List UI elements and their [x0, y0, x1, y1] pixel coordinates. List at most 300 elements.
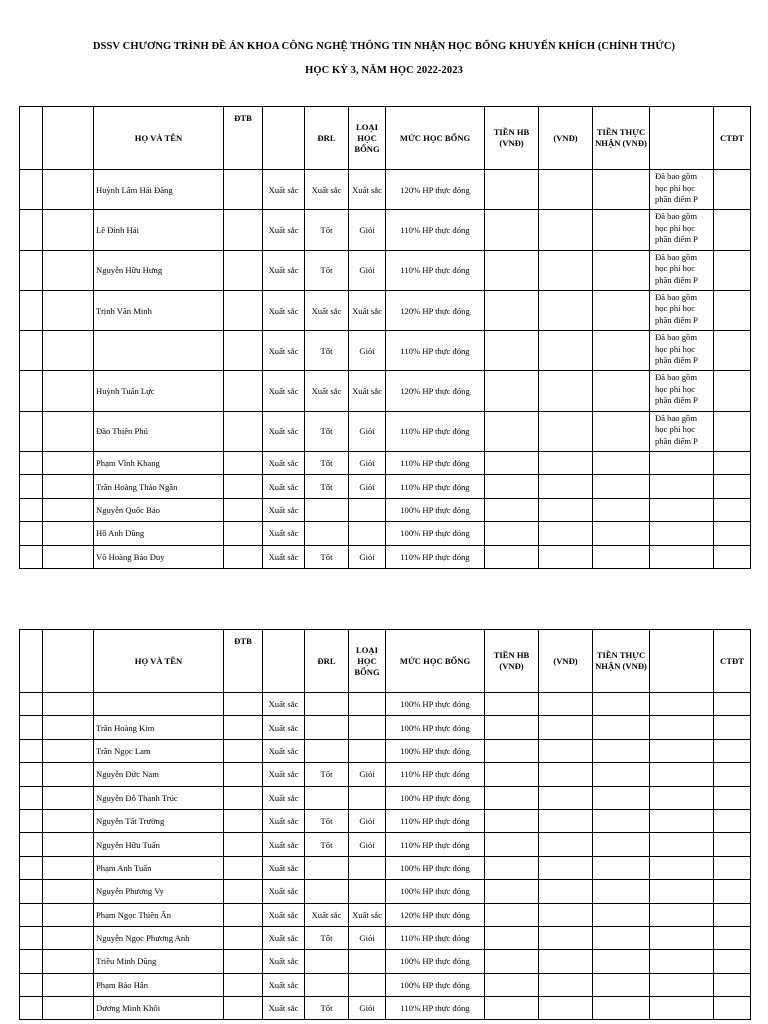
- header-blank-2: [43, 630, 94, 693]
- table-row: [20, 290, 751, 330]
- scholarship-table-2: [19, 629, 751, 1020]
- cell-student-name: Huỳnh Lâm Hải Đăng: [94, 170, 224, 210]
- cell-blank-1: [20, 498, 43, 521]
- cell-note: [650, 903, 714, 926]
- cell-dtb-class: Xuất sắc: [263, 856, 305, 879]
- cell-blank-1: [20, 950, 43, 973]
- cell-note: [650, 833, 714, 856]
- cell-blank-1: [20, 210, 43, 250]
- cell-blank-2: [43, 290, 94, 330]
- cell-tien-hb: [485, 763, 539, 786]
- cell-student-name: Võ Hoàng Bảo Duy: [94, 545, 224, 568]
- cell-vnd: [539, 693, 593, 716]
- cell-blank-2: [43, 763, 94, 786]
- cell-tien-hb: [485, 498, 539, 521]
- cell-tien-thuc-nhan: [593, 973, 650, 996]
- cell-tien-thuc-nhan: [593, 880, 650, 903]
- cell-ctdt: [714, 903, 751, 926]
- cell-vnd: [539, 250, 593, 290]
- header-ctdt: CTĐT: [714, 107, 751, 170]
- cell-drl: [305, 693, 349, 716]
- cell-ctdt: [714, 411, 751, 451]
- cell-note: [650, 856, 714, 879]
- cell-loai-hoc-bong: Giỏi: [349, 452, 386, 475]
- cell-muc-hoc-bong: 110% HP thực đóng: [386, 452, 485, 475]
- cell-blank-2: [43, 452, 94, 475]
- cell-dtb: [224, 290, 263, 330]
- table-row: [20, 950, 751, 973]
- cell-loai-hoc-bong: Giỏi: [349, 210, 386, 250]
- cell-muc-hoc-bong: 100% HP thực đóng: [386, 716, 485, 739]
- cell-tien-hb: [485, 170, 539, 210]
- header-loai-hoc-bong: LOẠI HỌC BỔNG: [349, 107, 386, 170]
- cell-note: [650, 522, 714, 545]
- cell-muc-hoc-bong: 100% HP thực đóng: [386, 950, 485, 973]
- cell-vnd: [539, 452, 593, 475]
- cell-tien-hb: [485, 809, 539, 832]
- header-drl: ĐRL: [305, 630, 349, 693]
- cell-note: [650, 716, 714, 739]
- cell-ctdt: [714, 475, 751, 498]
- cell-drl: Xuất sắc: [305, 170, 349, 210]
- cell-tien-hb: [485, 545, 539, 568]
- cell-loai-hoc-bong: [349, 716, 386, 739]
- cell-tien-thuc-nhan: [593, 411, 650, 451]
- cell-blank-1: [20, 693, 43, 716]
- cell-blank-2: [43, 786, 94, 809]
- cell-vnd: [539, 809, 593, 832]
- cell-dtb: [224, 763, 263, 786]
- cell-dtb: [224, 331, 263, 371]
- cell-drl: Tốt: [305, 452, 349, 475]
- cell-drl: Tốt: [305, 997, 349, 1020]
- cell-vnd: [539, 331, 593, 371]
- cell-tien-hb: [485, 716, 539, 739]
- cell-vnd: [539, 371, 593, 411]
- cell-dtb-class: Xuất sắc: [263, 545, 305, 568]
- cell-blank-1: [20, 809, 43, 832]
- header-tien-hb: TIỀN HB (VNĐ): [485, 630, 539, 693]
- table-row: [20, 475, 751, 498]
- table-row: [20, 545, 751, 568]
- cell-loai-hoc-bong: Xuất sắc: [349, 290, 386, 330]
- cell-blank-1: [20, 763, 43, 786]
- cell-note: [650, 739, 714, 762]
- cell-blank-2: [43, 545, 94, 568]
- cell-muc-hoc-bong: 120% HP thực đóng: [386, 903, 485, 926]
- cell-vnd: [539, 739, 593, 762]
- cell-drl: Tốt: [305, 926, 349, 949]
- table-row: [20, 371, 751, 411]
- cell-vnd: [539, 411, 593, 451]
- cell-drl: Tốt: [305, 250, 349, 290]
- table-row: [20, 716, 751, 739]
- cell-dtb: [224, 809, 263, 832]
- cell-student-name: Nguyễn Ngọc Phương Anh: [94, 926, 224, 949]
- cell-tien-hb: [485, 926, 539, 949]
- cell-dtb: [224, 926, 263, 949]
- cell-student-name: Dương Minh Khôi: [94, 997, 224, 1020]
- cell-blank-2: [43, 973, 94, 996]
- cell-dtb-class: Xuất sắc: [263, 371, 305, 411]
- header-blank-4: [650, 107, 714, 170]
- cell-dtb: [224, 739, 263, 762]
- cell-blank-2: [43, 926, 94, 949]
- cell-note: [650, 926, 714, 949]
- cell-dtb-class: Xuất sắc: [263, 210, 305, 250]
- table-row: [20, 833, 751, 856]
- cell-dtb: [224, 250, 263, 290]
- header-muc-hoc-bong: MỨC HỌC BỔNG: [386, 107, 485, 170]
- cell-drl: [305, 498, 349, 521]
- header-blank-3: [263, 107, 305, 170]
- cell-ctdt: [714, 210, 751, 250]
- cell-muc-hoc-bong: 110% HP thực đóng: [386, 545, 485, 568]
- cell-ctdt: [714, 833, 751, 856]
- cell-vnd: [539, 973, 593, 996]
- cell-vnd: [539, 786, 593, 809]
- cell-note: [650, 763, 714, 786]
- cell-muc-hoc-bong: 110% HP thực đóng: [386, 809, 485, 832]
- cell-dtb-class: Xuất sắc: [263, 763, 305, 786]
- cell-student-name: [94, 331, 224, 371]
- cell-dtb: [224, 693, 263, 716]
- cell-drl: [305, 950, 349, 973]
- cell-vnd: [539, 903, 593, 926]
- cell-tien-hb: [485, 371, 539, 411]
- cell-ctdt: [714, 290, 751, 330]
- cell-tien-hb: [485, 475, 539, 498]
- cell-muc-hoc-bong: 110% HP thực đóng: [386, 926, 485, 949]
- cell-tien-hb: [485, 290, 539, 330]
- cell-student-name: Phạm Anh Tuấn: [94, 856, 224, 879]
- table-row: [20, 926, 751, 949]
- cell-loai-hoc-bong: [349, 973, 386, 996]
- cell-note: Đã bao gồm học phí học phần điểm P: [650, 371, 714, 411]
- cell-blank-2: [43, 331, 94, 371]
- cell-note: [650, 545, 714, 568]
- header-muc-hoc-bong: MỨC HỌC BỔNG: [386, 630, 485, 693]
- cell-loai-hoc-bong: [349, 693, 386, 716]
- cell-loai-hoc-bong: [349, 880, 386, 903]
- cell-blank-1: [20, 522, 43, 545]
- cell-tien-hb: [485, 411, 539, 451]
- cell-ctdt: [714, 716, 751, 739]
- cell-tien-thuc-nhan: [593, 522, 650, 545]
- document-title: DSSV CHƯƠNG TRÌNH ĐỀ ÁN KHOA CÔNG NGHỆ THÔNG TIN NHẬN HỌC BỔNG KHUYẾN KHÍCH (CHÍNH THỨC): [92, 41, 676, 52]
- cell-muc-hoc-bong: 110% HP thực đóng: [386, 833, 485, 856]
- cell-muc-hoc-bong: 110% HP thực đóng: [386, 763, 485, 786]
- table-row: [20, 973, 751, 996]
- cell-student-name: Nguyễn Đức Nam: [94, 763, 224, 786]
- header-dtb: ĐTB: [224, 107, 263, 170]
- cell-loai-hoc-bong: Xuất sắc: [349, 371, 386, 411]
- cell-dtb: [224, 716, 263, 739]
- cell-blank-2: [43, 856, 94, 879]
- cell-ctdt: [714, 170, 751, 210]
- cell-student-name: Phạm Bảo Hân: [94, 973, 224, 996]
- cell-tien-hb: [485, 880, 539, 903]
- cell-tien-hb: [485, 903, 539, 926]
- cell-note: Đã bao gồm học phí học phần điểm P: [650, 250, 714, 290]
- header-tien-thuc-nhan: TIỀN THỰC NHẬN (VNĐ): [593, 107, 650, 170]
- cell-blank-1: [20, 411, 43, 451]
- cell-loai-hoc-bong: Xuất sắc: [349, 903, 386, 926]
- cell-tien-thuc-nhan: [593, 210, 650, 250]
- cell-blank-1: [20, 452, 43, 475]
- cell-vnd: [539, 880, 593, 903]
- cell-student-name: Đào Thiên Phú: [94, 411, 224, 451]
- cell-loai-hoc-bong: [349, 739, 386, 762]
- cell-dtb-class: Xuất sắc: [263, 452, 305, 475]
- cell-student-name: Nguyễn Đỗ Thanh Trúc: [94, 786, 224, 809]
- cell-tien-thuc-nhan: [593, 498, 650, 521]
- header-ho-va-ten: HỌ VÀ TÊN: [94, 630, 224, 693]
- cell-drl: [305, 786, 349, 809]
- cell-dtb-class: Xuất sắc: [263, 250, 305, 290]
- cell-note: [650, 693, 714, 716]
- cell-loai-hoc-bong: [349, 522, 386, 545]
- cell-blank-2: [43, 210, 94, 250]
- table-row: [20, 997, 751, 1020]
- cell-muc-hoc-bong: 100% HP thực đóng: [386, 973, 485, 996]
- cell-tien-thuc-nhan: [593, 331, 650, 371]
- cell-muc-hoc-bong: 100% HP thực đóng: [386, 739, 485, 762]
- cell-blank-2: [43, 475, 94, 498]
- cell-note: Đã bao gồm học phí học phần điểm P: [650, 331, 714, 371]
- header-blank-1: [20, 630, 43, 693]
- cell-ctdt: [714, 739, 751, 762]
- cell-loai-hoc-bong: Xuất sắc: [349, 170, 386, 210]
- cell-dtb: [224, 786, 263, 809]
- cell-dtb: [224, 880, 263, 903]
- cell-blank-1: [20, 833, 43, 856]
- cell-blank-2: [43, 693, 94, 716]
- header-vnd: (VNĐ): [539, 107, 593, 170]
- cell-student-name: Phạm Vĩnh Khang: [94, 452, 224, 475]
- cell-student-name: Hồ Anh Dũng: [94, 522, 224, 545]
- cell-blank-2: [43, 250, 94, 290]
- cell-ctdt: [714, 880, 751, 903]
- table-row: [20, 452, 751, 475]
- cell-dtb-class: Xuất sắc: [263, 833, 305, 856]
- cell-ctdt: [714, 763, 751, 786]
- cell-blank-2: [43, 833, 94, 856]
- cell-drl: [305, 716, 349, 739]
- cell-tien-hb: [485, 973, 539, 996]
- cell-note: [650, 452, 714, 475]
- cell-dtb: [224, 903, 263, 926]
- cell-tien-thuc-nhan: [593, 250, 650, 290]
- cell-muc-hoc-bong: 100% HP thực đóng: [386, 856, 485, 879]
- cell-ctdt: [714, 786, 751, 809]
- cell-student-name: Lê Đình Hải: [94, 210, 224, 250]
- cell-ctdt: [714, 498, 751, 521]
- cell-muc-hoc-bong: 110% HP thực đóng: [386, 250, 485, 290]
- cell-blank-2: [43, 522, 94, 545]
- cell-ctdt: [714, 950, 751, 973]
- cell-drl: Tốt: [305, 210, 349, 250]
- cell-drl: Tốt: [305, 809, 349, 832]
- cell-dtb-class: Xuất sắc: [263, 997, 305, 1020]
- cell-dtb: [224, 210, 263, 250]
- cell-ctdt: [714, 522, 751, 545]
- cell-loai-hoc-bong: Giỏi: [349, 763, 386, 786]
- cell-dtb-class: Xuất sắc: [263, 522, 305, 545]
- cell-tien-thuc-nhan: [593, 545, 650, 568]
- cell-dtb-class: Xuất sắc: [263, 716, 305, 739]
- table-row: [20, 763, 751, 786]
- cell-vnd: [539, 290, 593, 330]
- cell-muc-hoc-bong: 110% HP thực đóng: [386, 411, 485, 451]
- cell-ctdt: [714, 250, 751, 290]
- cell-dtb: [224, 545, 263, 568]
- cell-tien-hb: [485, 786, 539, 809]
- cell-muc-hoc-bong: 110% HP thực đóng: [386, 210, 485, 250]
- cell-ctdt: [714, 545, 751, 568]
- table-row: [20, 210, 751, 250]
- table-row: [20, 856, 751, 879]
- cell-tien-thuc-nhan: [593, 716, 650, 739]
- cell-tien-thuc-nhan: [593, 739, 650, 762]
- cell-blank-2: [43, 498, 94, 521]
- cell-tien-thuc-nhan: [593, 693, 650, 716]
- cell-loai-hoc-bong: Giỏi: [349, 833, 386, 856]
- cell-muc-hoc-bong: 100% HP thực đóng: [386, 693, 485, 716]
- cell-dtb-class: Xuất sắc: [263, 950, 305, 973]
- cell-student-name: Trịnh Văn Minh: [94, 290, 224, 330]
- cell-blank-1: [20, 545, 43, 568]
- cell-dtb-class: Xuất sắc: [263, 739, 305, 762]
- cell-loai-hoc-bong: Giỏi: [349, 997, 386, 1020]
- cell-ctdt: [714, 856, 751, 879]
- cell-muc-hoc-bong: 100% HP thực đóng: [386, 498, 485, 521]
- header-blank-3: [263, 630, 305, 693]
- cell-blank-2: [43, 170, 94, 210]
- cell-tien-thuc-nhan: [593, 786, 650, 809]
- cell-blank-2: [43, 950, 94, 973]
- cell-blank-1: [20, 716, 43, 739]
- cell-tien-hb: [485, 452, 539, 475]
- table-row: [20, 693, 751, 716]
- header-drl: ĐRL: [305, 107, 349, 170]
- cell-muc-hoc-bong: 100% HP thực đóng: [386, 786, 485, 809]
- cell-ctdt: [714, 997, 751, 1020]
- cell-vnd: [539, 210, 593, 250]
- cell-dtb-class: Xuất sắc: [263, 693, 305, 716]
- cell-ctdt: [714, 809, 751, 832]
- cell-vnd: [539, 170, 593, 210]
- cell-blank-1: [20, 880, 43, 903]
- cell-ctdt: [714, 452, 751, 475]
- header-vnd: (VNĐ): [539, 630, 593, 693]
- cell-blank-2: [43, 809, 94, 832]
- cell-note: [650, 880, 714, 903]
- cell-dtb: [224, 950, 263, 973]
- cell-muc-hoc-bong: 100% HP thực đóng: [386, 522, 485, 545]
- cell-dtb: [224, 973, 263, 996]
- cell-drl: Tốt: [305, 411, 349, 451]
- cell-tien-hb: [485, 331, 539, 371]
- table-row: [20, 250, 751, 290]
- cell-vnd: [539, 475, 593, 498]
- cell-dtb: [224, 411, 263, 451]
- cell-student-name: Huỳnh Tuấn Lực: [94, 371, 224, 411]
- cell-drl: Tốt: [305, 475, 349, 498]
- cell-note: Đã bao gồm học phí học phần điểm P: [650, 290, 714, 330]
- cell-tien-thuc-nhan: [593, 833, 650, 856]
- table-row: [20, 809, 751, 832]
- cell-muc-hoc-bong: 110% HP thực đóng: [386, 331, 485, 371]
- cell-tien-hb: [485, 833, 539, 856]
- header-blank-4: [650, 630, 714, 693]
- table-row: [20, 880, 751, 903]
- header-blank-2: [43, 107, 94, 170]
- document-subtitle: HỌC KỲ 3, NĂM HỌC 2022-2023: [305, 65, 463, 76]
- header-tien-hb: TIỀN HB (VNĐ): [485, 107, 539, 170]
- cell-loai-hoc-bong: Giỏi: [349, 475, 386, 498]
- cell-loai-hoc-bong: Giỏi: [349, 926, 386, 949]
- cell-tien-hb: [485, 210, 539, 250]
- cell-drl: [305, 880, 349, 903]
- cell-dtb: [224, 498, 263, 521]
- cell-tien-thuc-nhan: [593, 170, 650, 210]
- cell-dtb-class: Xuất sắc: [263, 170, 305, 210]
- cell-blank-2: [43, 997, 94, 1020]
- cell-vnd: [539, 833, 593, 856]
- cell-vnd: [539, 716, 593, 739]
- header-ctdt: CTĐT: [714, 630, 751, 693]
- cell-tien-thuc-nhan: [593, 856, 650, 879]
- cell-blank-1: [20, 739, 43, 762]
- cell-note: [650, 973, 714, 996]
- cell-tien-thuc-nhan: [593, 950, 650, 973]
- cell-blank-2: [43, 880, 94, 903]
- cell-tien-hb: [485, 522, 539, 545]
- cell-note: [650, 950, 714, 973]
- cell-drl: [305, 739, 349, 762]
- cell-tien-hb: [485, 950, 539, 973]
- cell-vnd: [539, 545, 593, 568]
- cell-tien-thuc-nhan: [593, 809, 650, 832]
- cell-blank-1: [20, 475, 43, 498]
- cell-dtb-class: Xuất sắc: [263, 973, 305, 996]
- cell-drl: [305, 856, 349, 879]
- cell-blank-1: [20, 997, 43, 1020]
- table-row: [20, 903, 751, 926]
- cell-vnd: [539, 763, 593, 786]
- cell-blank-1: [20, 786, 43, 809]
- cell-drl: Xuất sắc: [305, 903, 349, 926]
- cell-drl: Xuất sắc: [305, 290, 349, 330]
- cell-blank-2: [43, 739, 94, 762]
- cell-loai-hoc-bong: [349, 786, 386, 809]
- cell-ctdt: [714, 331, 751, 371]
- cell-loai-hoc-bong: Giỏi: [349, 331, 386, 371]
- cell-muc-hoc-bong: 120% HP thực đóng: [386, 170, 485, 210]
- cell-muc-hoc-bong: 110% HP thực đóng: [386, 475, 485, 498]
- cell-student-name: Phạm Ngọc Thiên Ân: [94, 903, 224, 926]
- header-loai-hoc-bong: LOẠI HỌC BỔNG: [349, 630, 386, 693]
- cell-loai-hoc-bong: [349, 950, 386, 973]
- cell-note: Đã bao gồm học phí học phần điểm P: [650, 411, 714, 451]
- header-ho-va-ten: HỌ VÀ TÊN: [94, 107, 224, 170]
- cell-blank-2: [43, 716, 94, 739]
- cell-tien-hb: [485, 693, 539, 716]
- cell-tien-hb: [485, 997, 539, 1020]
- cell-blank-2: [43, 411, 94, 451]
- cell-blank-1: [20, 903, 43, 926]
